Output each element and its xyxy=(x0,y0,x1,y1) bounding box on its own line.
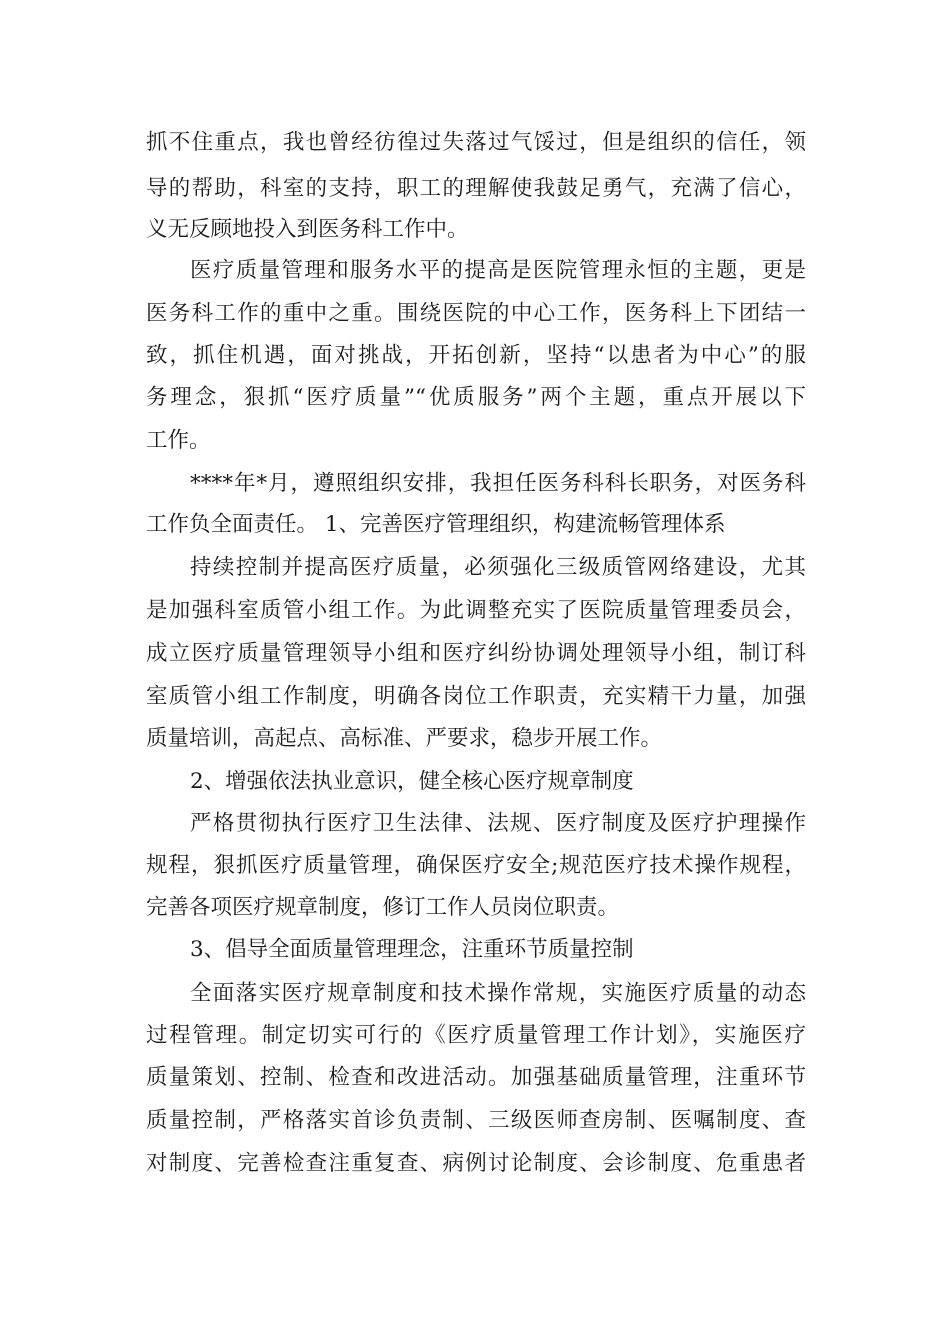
text-line: 义无反顾地投入到医务科工作中。 xyxy=(146,217,469,242)
text-line: 质量策划、控制、检查和改进活动。加强基础质量管理，注重环节 xyxy=(146,1065,806,1090)
text-line: 严格贯彻执行医疗卫生法律、法规、医疗制度及医疗护理操作 xyxy=(190,811,806,836)
text-line: 完善各项医疗规章制度，修订工作人员岗位职责。 xyxy=(146,895,620,920)
text-line: 室质管小组工作制度，明确各岗位工作职责，充实精干力量，加强 xyxy=(146,684,806,709)
text-line: 导的帮助，科室的支持，职工的理解使我鼓足勇气，充满了信心， xyxy=(146,176,806,201)
text-line: 全面落实医疗规章制度和技术操作常规，实施医疗质量的动态 xyxy=(190,981,806,1006)
text-line: 质量培训，高起点、高标准、严要求，稳步开展工作。 xyxy=(146,726,663,751)
text-line: 务理念，狠抓“医疗质量”“优质服务”两个主题，重点开展以下 xyxy=(146,385,806,410)
text-line: 对制度、完善检查注重复查、病例讨论制度、会诊制度、危重患者 xyxy=(146,1151,806,1176)
text-line: 抓不住重点，我也曾经彷徨过失落过气馁过，但是组织的信任，领 xyxy=(146,130,806,155)
text-line: 是加强科室质管小组工作。为此调整充实了医院质量管理委员会， xyxy=(146,598,806,623)
text-line: 致，抓住机遇，面对挑战，开拓创新，坚持“以患者为中心”的服 xyxy=(146,343,806,368)
text-line: 规程，狠抓医疗质量管理，确保医疗安全;规范医疗技术操作规程， xyxy=(146,853,806,878)
text-line: 医疗质量管理和服务水平的提高是医院管理永恒的主题，更是 xyxy=(190,258,806,283)
text-line: 工作。 xyxy=(146,428,211,453)
text-line: 成立医疗质量管理领导小组和医疗纠纷协调处理领导小组，制订科 xyxy=(146,641,806,666)
text-line: 工作负全面责任。 1、完善医疗管理组织，构建流畅管理体系 xyxy=(146,512,726,537)
section-heading: 2、增强依法执业意识，健全核心医疗规章制度 xyxy=(190,769,634,794)
text-line: 持续控制并提高医疗质量，必须强化三级质管网络建设，尤其 xyxy=(190,555,806,580)
text-line: 医务科工作的重中之重。围绕医院的中心工作，医务科上下团结一 xyxy=(146,301,806,326)
text-line: 过程管理。制定切实可行的《医疗质量管理工作计划》，实施医疗 xyxy=(146,1023,806,1048)
text-line: ****年*月，遵照组织安排，我担任医务科科长职务，对医务科 xyxy=(190,471,806,496)
section-heading: 3、倡导全面质量管理理念，注重环节质量控制 xyxy=(190,937,634,962)
text-line: 质量控制，严格落实首诊负责制、三级医师查房制、医嘱制度、查 xyxy=(146,1108,806,1133)
